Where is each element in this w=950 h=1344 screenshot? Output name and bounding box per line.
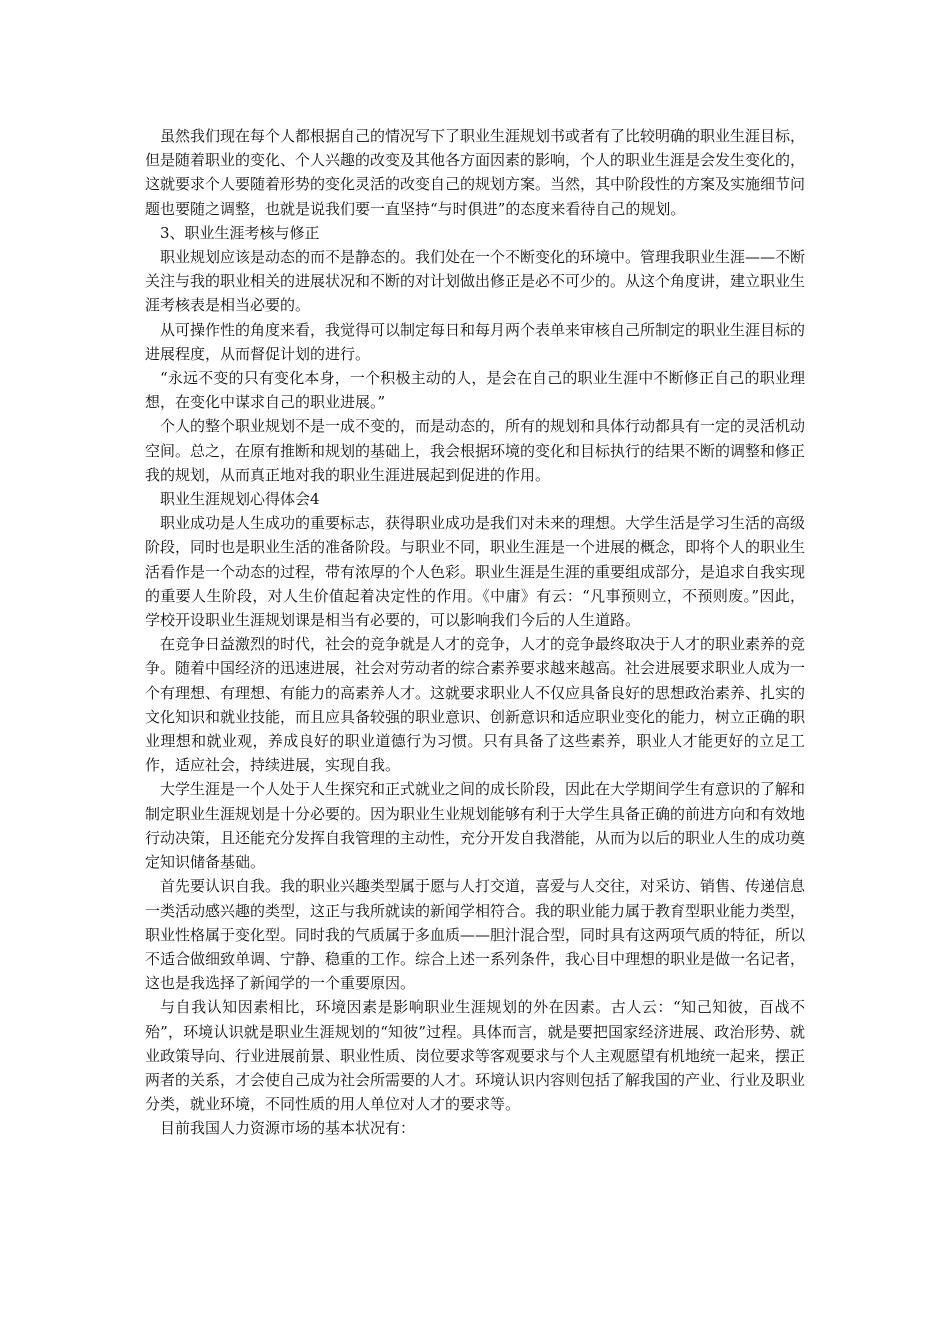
paragraph: 职业规划应该是动态的而不是静态的。我们处在一个不断变化的环境中。管理我职业生涯——不断关注与我的职业相关的进展状况和不断的对计划做出修正是必不可少的。从这个角度讲，建立职业生涯考核表是相当必要的。 xyxy=(145,248,806,315)
paragraph: 目前我国人力资源市场的基本状况有： xyxy=(160,1119,416,1138)
section-heading: 职业生涯规划心得体会4 xyxy=(160,490,320,509)
quote-paragraph: “永远不变的只有变化本身，一个积极主动的人，是会在自己的职业生涯中不断修正自己的职业理想，在变化中谋求自己的职业进展。” xyxy=(145,369,805,412)
section-heading: 3、职业生涯考核与修正 xyxy=(160,223,320,242)
paragraph: 在竞争日益激烈的时代，社会的竞争就是人才的竞争，人才的竞争最终取决于人才的职业素养的竞争。随着中国经济的迅速进展，社会对劳动者的综合素养要求越来越高。社会进展要求职业人成为一个有理想、有理想、有能力的高素养人才。这就要求职业人不仅应具备良好的思想政治素养、扎实的文化知识和就业技能，而且应具备较强的职业意识、创新意识和适应职业变化的能力，树立正确的职业理想和就业观，养成良好的职业道德行为习惯。只有具备了这些素养，职业人才能更好的立足工作，适应社会，持续进展，实现自我。 xyxy=(145,635,806,775)
document-body xyxy=(145,124,805,1141)
paragraph: 首先要认识自我。我的职业兴趣类型属于愿与人打交道，喜爱与人交往，对采访、销售、传递信息一类活动感兴趣的类型，这正与我所就读的新闻学相符合。我的职业能力属于教育型职业能力类型，职业性格属于变化型。同时我的气质属于多血质——胆汁混合型，同时具有这两项气质的特征，所以不适合做细致单调、宁静、稳重的工作。综合上述一系列条件，我心目中理想的职业是做一名记者，这也是我选择了新闻学的一个重要原因。 xyxy=(145,877,806,993)
paragraph: 个人的整个职业规划不是一成不变的，而是动态的，所有的规划和具体行动都具有一定的灵活机动空间。总之，在原有推断和规划的基础上，我会根据环境的变化和目标执行的结果不断的调整和修正我的规划，从而真正地对我的职业生涯进展起到促进的作用。 xyxy=(145,417,806,484)
paragraph: 大学生涯是一个人处于人生探究和正式就业之间的成长阶段，因此在大学期间学生有意识的了解和制定职业生涯规划是十分必要的。因为职业生业规划能够有利于大学生具备正确的前进方向和有效地行动决策，且还能充分发挥自我管理的主动性，充分开发自我潜能，从而为以后的职业人生的成功奠定知识储备基础。 xyxy=(145,780,806,872)
paragraph: 职业成功是人生成功的重要标志，获得职业成功是我们对未来的理想。大学生活是学习生活的高级阶段，同时也是职业生活的准备阶段。与职业不同，职业生涯是一个进展的概念，即将个人的职业生活看作是一个动态的过程，带有浓厚的个人色彩。职业生涯是生涯的重要组成部分，是追求自我实现的重要人生阶段，对人生价值起着决定性的作用。《中庸》有云：“凡事预则立，不预则废。”因此，学校开设职业生涯规划课是相当有必要的，可以影响我们今后的人生道路。 xyxy=(145,514,806,630)
paragraph: 从可操作性的角度来看，我觉得可以制定每日和每月两个表单来审核自己所制定的职业生涯目标的进展程度，从而督促计划的进行。 xyxy=(145,320,806,363)
paragraph: 虽然我们现在每个人都根据自己的情况写下了职业生涯规划书或者有了比较明确的职业生涯目标，但是随着职业的变化、个人兴趣的改变及其他各方面因素的影响，个人的职业生涯是会发生变化的，这就要求个人要随着形势的变化灵活的改变自己的规划方案。当然，其中阶段性的方案及实施细节问题也要随之调整，也就是说我们要一直坚持“与时俱进”的态度来看待自己的规划。 xyxy=(145,127,806,218)
paragraph: 与自我认知因素相比，环境因素是影响职业生涯规划的外在因素。古人云：“知己知彼，百战不殆”，环境认识就是职业生涯规划的“知彼”过程。具体而言，就是要把国家经济进展、政治形势、就业政策导向、行业进展前景、职业性质、岗位要求等客观要求与个人主观愿望有机地统一起来，摆正两者的关系，才会使自己成为社会所需要的人才。环境认识内容则包括了解我国的产业、行业及职业分类，就业环境，不同性质的用人单位对人才的要求等。 xyxy=(145,998,806,1114)
